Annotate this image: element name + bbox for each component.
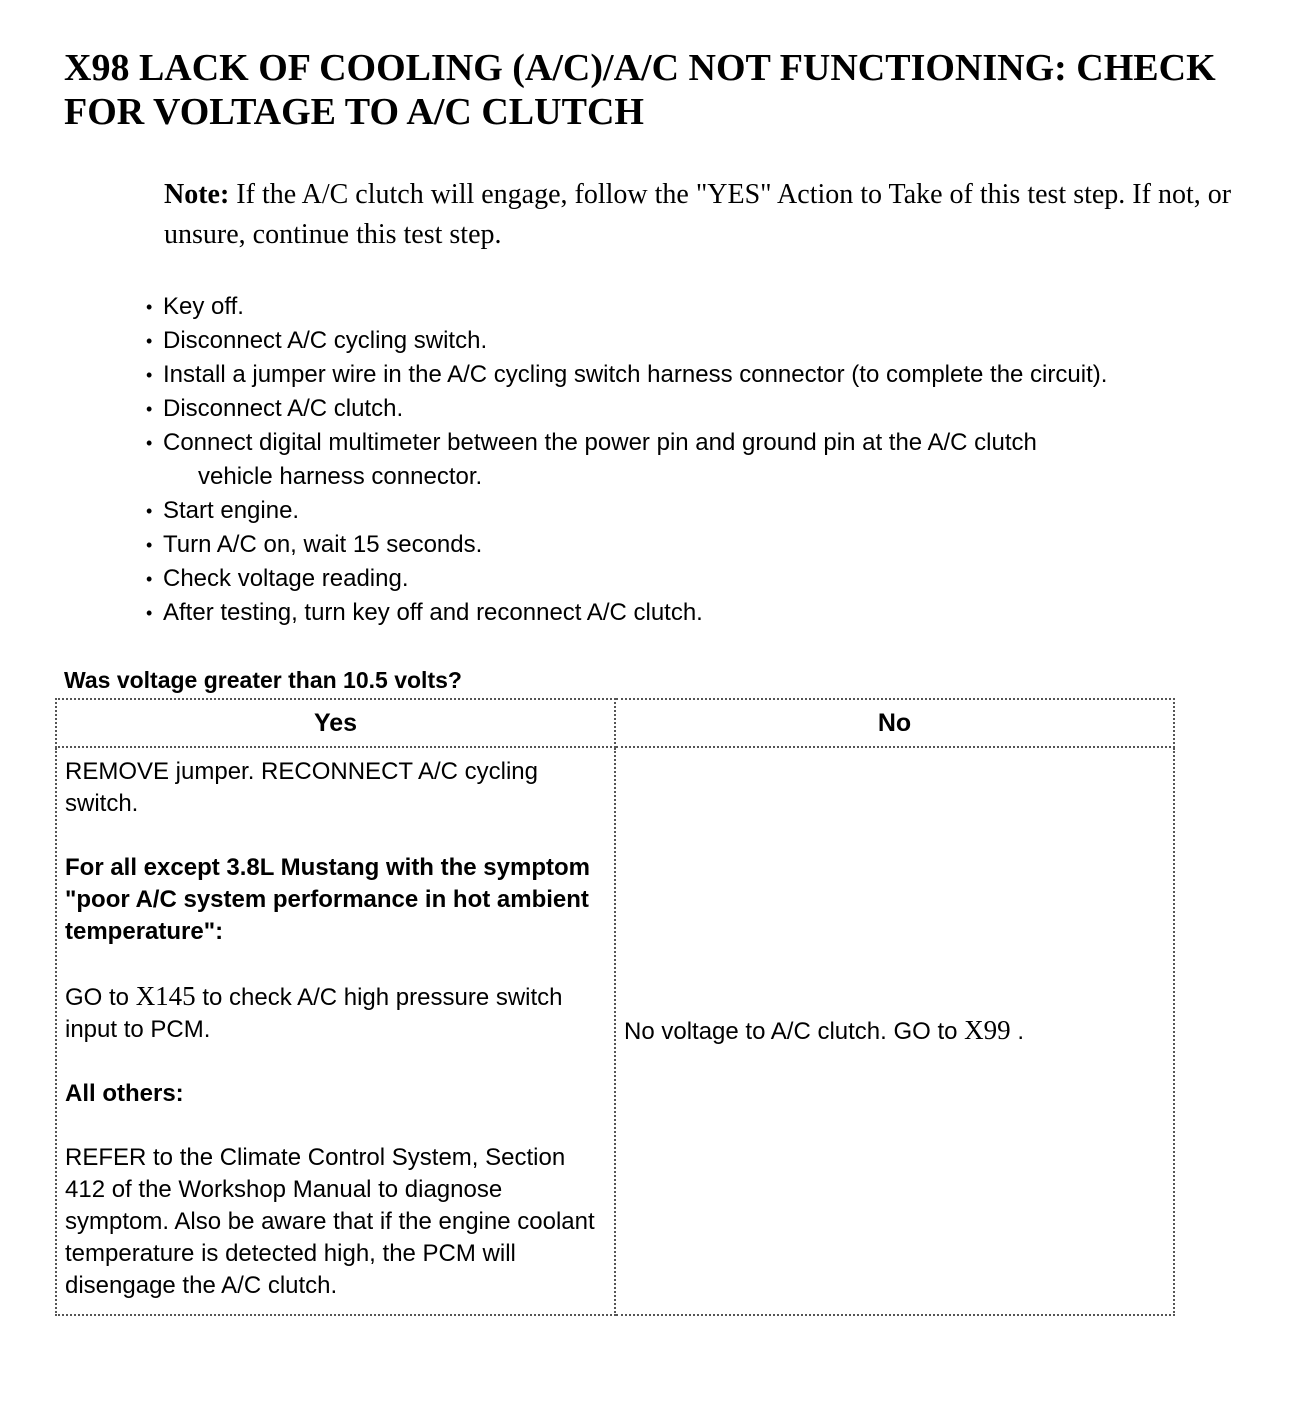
step-item-continued <box>146 460 1306 494</box>
step-text: Key off. <box>163 293 244 320</box>
x99-link[interactable]: X99 <box>964 1015 1011 1045</box>
bullet-icon: • <box>146 399 153 419</box>
step-item <box>146 494 1306 528</box>
no-text: No voltage to A/C clutch. GO to <box>624 1018 965 1045</box>
bullet-icon: • <box>146 603 153 623</box>
step-text: Disconnect A/C clutch. <box>163 395 404 422</box>
step-text: Install a jumper wire in the A/C cycling switch harness connector (to complete the circuit). <box>163 361 1108 388</box>
note-text: If the A/C clutch will engage, follow the "YES" Action to Take of this test step. If not, or unsure, continue this test step. <box>164 179 1232 250</box>
yes-condition-heading: For all except 3.8L Mustang with the symptom "poor A/C system performance in hot ambient temperature": <box>65 854 590 945</box>
step-text: vehicle harness connector. <box>198 463 483 490</box>
no-action-cell <box>615 747 1174 1315</box>
yes-paragraph: REMOVE jumper. RECONNECT A/C cycling switch. <box>65 758 539 817</box>
yes-text: GO to <box>65 984 136 1011</box>
question-heading: Was voltage greater than 10.5 volts? <box>64 667 462 693</box>
step-item <box>146 290 1306 324</box>
yes-condition-heading: All others: <box>65 1080 184 1107</box>
yes-paragraph <box>65 980 606 1046</box>
bullet-icon: • <box>146 535 153 555</box>
table-row <box>56 747 1174 1315</box>
no-text: . <box>1010 1018 1025 1045</box>
yes-header: Yes <box>56 699 615 747</box>
step-text: After testing, turn key off and reconnect A/C clutch. <box>163 599 703 626</box>
step-text: Disconnect A/C cycling switch. <box>163 327 488 354</box>
step-text: Connect digital multimeter between the power pin and ground pin at the A/C clutch <box>163 429 1037 456</box>
x145-link[interactable]: X145 <box>135 981 196 1011</box>
step-item <box>146 528 1306 562</box>
note <box>164 175 1274 255</box>
action-table <box>55 698 1175 1316</box>
bullet-icon: • <box>146 365 153 385</box>
bullet-icon: • <box>146 433 153 453</box>
bullet-icon: • <box>146 569 153 589</box>
step-item <box>146 426 1306 460</box>
step-list <box>146 290 1306 630</box>
step-item <box>146 392 1306 426</box>
step-item <box>146 596 1306 630</box>
step-item <box>146 358 1306 392</box>
step-item <box>146 324 1306 358</box>
step-text: Start engine. <box>163 497 300 524</box>
no-header: No <box>615 699 1174 747</box>
table-header-row <box>56 699 1174 747</box>
bullet-icon: • <box>146 297 153 317</box>
page-title: X98 LACK OF COOLING (A/C)/A/C NOT FUNCTIONING: CHECK FOR VOLTAGE TO A/C CLUTCH <box>64 47 1216 133</box>
bullet-icon: • <box>146 331 153 351</box>
step-text: Turn A/C on, wait 15 seconds. <box>163 531 483 558</box>
step-text: Check voltage reading. <box>163 565 409 592</box>
note-label: Note: <box>164 179 230 210</box>
yes-action-cell <box>56 747 615 1315</box>
step-item <box>146 562 1306 596</box>
bullet-icon: • <box>146 501 153 521</box>
yes-text: to check A/C high pressure switch input to PCM. <box>65 984 563 1043</box>
yes-paragraph: REFER to the Climate Control System, Section 412 of the Workshop Manual to diagnose symptom. Also be aware that if the engine coolant temperature is detected high, the PCM will disengage the A/C clutch. <box>65 1144 595 1299</box>
